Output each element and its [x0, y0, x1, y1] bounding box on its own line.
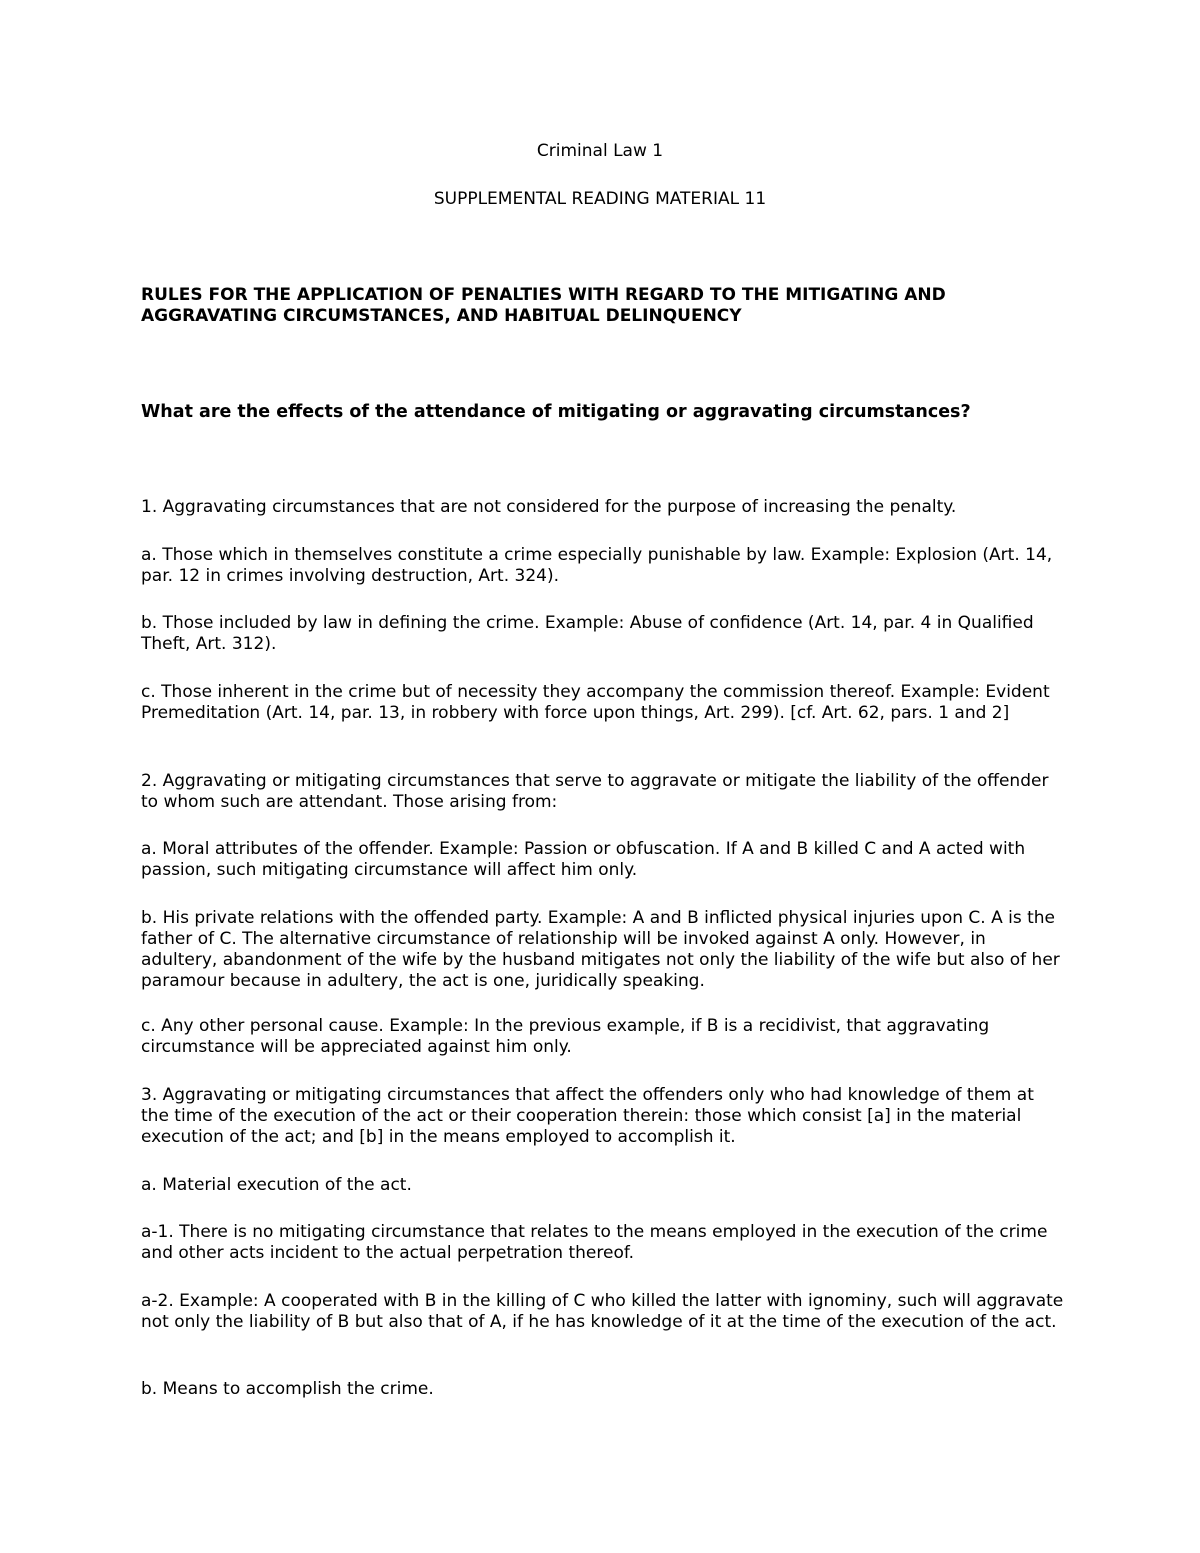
paragraph: c. Any other personal cause. Example: In the previous example, if B is a recidivist, that aggravating circumstance will be appreciated against him only. [141, 1016, 990, 1057]
paragraph: 2. Aggravating or mitigating circumstances that serve to aggravate or mitigate the liability of the offender to whom such are attendant. Those arising from: [141, 771, 1049, 812]
material-title: SUPPLEMENTAL READING MATERIAL 11 [433, 189, 767, 209]
paragraph: a. Those which in themselves constitute a crime especially punishable by law. Example: Explosion (Art. 14, par. 12 in crimes involving destruction, Art. 324). [141, 545, 1053, 586]
paragraph: b. Means to accomplish the crime. [141, 1379, 434, 1399]
topic-heading: RULES FOR THE APPLICATION OF PENALTIES WITH REGARD TO THE MITIGATING AND AGGRAVATING CIRCUMSTANCES, AND HABITUAL DELINQUENCY [141, 285, 946, 326]
paragraph: a-1. There is no mitigating circumstance that relates to the means employed in the execution of the crime and other acts incident to the actual perpetration thereof. [141, 1222, 1048, 1263]
course-title: Criminal Law 1 [536, 141, 664, 161]
paragraph: a. Material execution of the act. [141, 1175, 412, 1195]
paragraph: b. Those included by law in defining the crime. Example: Abuse of confidence (Art. 14, par. 4 in Qualified Theft, Art. 312). [141, 613, 1034, 654]
paragraph: a-2. Example: A cooperated with B in the killing of C who killed the latter with ignominy, such will aggravate not only the liability of B but also that of A, if he has knowledge of it at the time of the execution of the act. [141, 1291, 1064, 1332]
paragraph: c. Those inherent in the crime but of necessity they accompany the commission thereof. Example: Evident Premeditation (Art. 14, par. 13, in robbery with force upon things, Art. 299). [cf. Art. 62, pars. 1 and 2] [141, 682, 1050, 723]
section-question: What are the effects of the attendance of mitigating or aggravating circumstances? [141, 402, 971, 422]
paragraph: b. His private relations with the offended party. Example: A and B inflicted physical injuries upon C. A is the father of C. The alternative circumstance of relationship will be invoked against A only. However, in adultery, abandonment of the wife by the husband mitigates not only the liability of the wife but also of her paramour because in adultery, the act is one, juridically speaking. [141, 908, 1060, 991]
paragraph: 1. Aggravating circumstances that are not considered for the purpose of increasing the penalty. [141, 497, 957, 517]
paragraph: 3. Aggravating or mitigating circumstances that affect the offenders only who had knowledge of them at the time of the execution of the act or their cooperation therein: those which consist [a] in the material execution of the act; and [b] in the means employed to accomplish it. [141, 1085, 1034, 1147]
paragraph: a. Moral attributes of the offender. Example: Passion or obfuscation. If A and B killed C and A acted with passion, such mitigating circumstance will affect him only. [141, 839, 1026, 880]
